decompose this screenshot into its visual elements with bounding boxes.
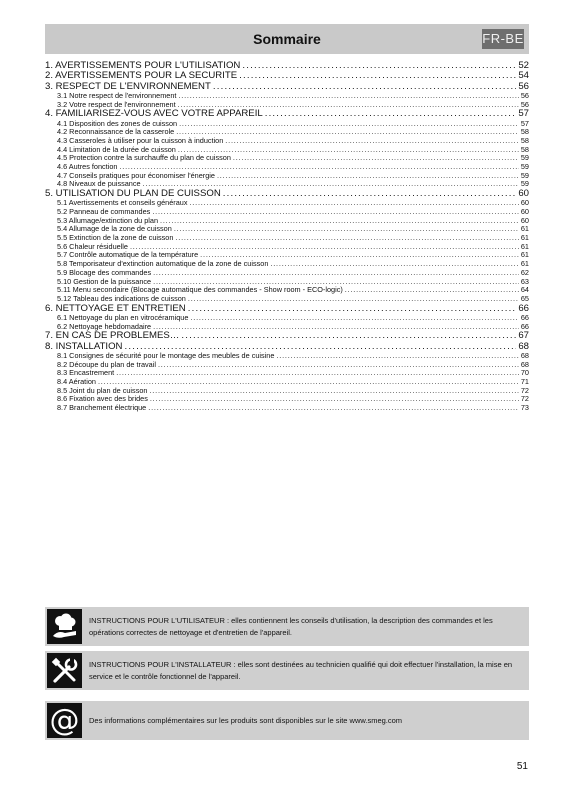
toc-page-number: 68 bbox=[520, 351, 529, 360]
toc-section-entry bbox=[45, 304, 529, 314]
toc-page-number: 56 bbox=[520, 91, 529, 100]
toc-dot-leader bbox=[188, 304, 517, 314]
toc-entry-title: 5.8 Temporisateur d'extinction automatique de la zone de cuisson bbox=[57, 260, 269, 269]
toc-dot-leader bbox=[178, 146, 519, 155]
toc-page-number: 60 bbox=[518, 189, 529, 200]
toc-subsection-entry bbox=[45, 286, 529, 295]
toc-entry-title: 8.3 Encastrement bbox=[57, 369, 115, 378]
toc-subsection-entry bbox=[45, 128, 529, 137]
toc-page-number: 57 bbox=[520, 119, 529, 128]
toc-entry-title: 8.2 Découpe du plan de travail bbox=[57, 360, 156, 369]
toc-subsection-entry bbox=[45, 92, 529, 101]
toc-entry-title: 5.9 Blocage des commandes bbox=[57, 268, 152, 277]
toc-dot-leader bbox=[98, 378, 519, 387]
toc-subsection-entry bbox=[45, 217, 529, 226]
toc-entry-title: 4.4 Limitation de la durée de cuisson bbox=[57, 145, 176, 154]
toc-dot-leader bbox=[130, 243, 519, 252]
toc-section-entry bbox=[45, 189, 529, 199]
toc-page-number: 71 bbox=[520, 377, 529, 386]
toc-dot-leader bbox=[270, 260, 518, 269]
toc-entry-title: 7. EN CAS DE PROBLEMES… bbox=[45, 331, 180, 342]
toc-entry-title: 3.1 Notre respect de l'environnement bbox=[57, 91, 177, 100]
toc-entry-title: 5.4 Allumage de la zone de cuisson bbox=[57, 225, 172, 234]
toc-subsection-entry bbox=[45, 323, 529, 332]
toc-page-number: 59 bbox=[520, 180, 529, 189]
toc-entry-title: 4.2 Reconnaissance de la casserole bbox=[57, 128, 175, 137]
toc-subsection-entry bbox=[45, 146, 529, 155]
toc-subsection-entry bbox=[45, 243, 529, 252]
more-info-box bbox=[45, 701, 529, 740]
toc-dot-leader bbox=[176, 128, 519, 137]
toc-entry-title: 5.10 Gestion de la puissance bbox=[57, 277, 152, 286]
page-number: 51 bbox=[516, 761, 528, 772]
toc-page-number: 64 bbox=[520, 286, 529, 295]
toc-page-number: 58 bbox=[520, 145, 529, 154]
toc-entry-title: 5.11 Menu secondaire (Blocage automatique des commandes - Show room - ECO-logic) bbox=[57, 286, 343, 295]
toc-entry-title: 8. INSTALLATION bbox=[45, 341, 123, 352]
toc-page-number: 68 bbox=[518, 341, 529, 352]
toc-page-number: 59 bbox=[520, 163, 529, 171]
toc-dot-leader bbox=[200, 251, 519, 260]
toc-page-number: 61 bbox=[520, 260, 529, 269]
toc-dot-leader bbox=[153, 269, 519, 278]
toc-section-entry bbox=[45, 109, 529, 119]
toc-dot-leader bbox=[190, 314, 518, 323]
toc-subsection-entry bbox=[45, 208, 529, 217]
installer-instructions-text: INSTRUCTIONS POUR L'INSTALLATEUR : elles sont destinées au technicien qualifié qui doit effectuer l'installation, la mise en service et le contrôle fonctionnel de l'appareil. bbox=[89, 659, 513, 681]
toc-entry-title: 2. AVERTISSEMENTS POUR LA SECURITE bbox=[45, 71, 238, 82]
toc-page-number: 58 bbox=[520, 128, 529, 137]
toc-dot-leader bbox=[217, 172, 519, 181]
toc-page-number: 56 bbox=[520, 100, 529, 109]
toc-dot-leader bbox=[178, 101, 519, 110]
toc-subsection-entry bbox=[45, 295, 529, 304]
toc-entry-title: 6.2 Nettoyage hebdomadaire bbox=[57, 322, 152, 331]
toc-entry-title: 4.3 Casseroles à utiliser pour la cuisson à induction bbox=[57, 136, 224, 145]
toc-page-number: 72 bbox=[520, 386, 529, 395]
at-sign-icon: @ bbox=[47, 703, 82, 738]
toc-dot-leader bbox=[124, 342, 516, 352]
toc-entry-title: 4.6 Autres fonction bbox=[57, 163, 118, 171]
toc-subsection-entry bbox=[45, 378, 529, 387]
installer-instructions-box bbox=[45, 651, 529, 690]
toc-subsection-entry bbox=[45, 101, 529, 110]
toc-entry-title: 1. AVERTISSEMENTS POUR L'UTILISATION bbox=[45, 61, 241, 71]
more-info-text: Des informations complémentaires sur les produits sont disponibles sur le site www.smeg.com bbox=[89, 715, 403, 725]
toc-entry-title: 5.6 Chaleur résiduelle bbox=[57, 242, 128, 251]
toc-subsection-entry bbox=[45, 180, 529, 189]
toc-dot-leader bbox=[225, 137, 519, 146]
toc-dot-leader bbox=[175, 234, 518, 243]
toc-entry-title: 3.2 Votre respect de l'environnement bbox=[57, 100, 176, 109]
toc-page-number: 62 bbox=[520, 268, 529, 277]
table-of-contents bbox=[45, 61, 529, 413]
toc-dot-leader bbox=[149, 387, 518, 396]
toc-entry-title: 5. UTILISATION DU PLAN DE CUISSON bbox=[45, 189, 221, 200]
page-title: Sommaire bbox=[253, 31, 321, 47]
toc-entry-title: 4.5 Protection contre la surchauffe du plan de cuisson bbox=[57, 154, 231, 163]
toc-entry-title: 8.7 Branchement électrique bbox=[57, 404, 147, 412]
toc-page-number: 59 bbox=[520, 154, 529, 163]
toc-entry-title: 5.1 Avertissements et conseils généraux bbox=[57, 199, 188, 208]
toc-dot-leader bbox=[179, 120, 519, 129]
toc-entry-title: 4.8 Niveaux de puissance bbox=[57, 180, 141, 189]
toc-page-number: 67 bbox=[518, 331, 529, 342]
toc-dot-leader bbox=[223, 189, 517, 199]
tools-icon bbox=[47, 653, 82, 688]
toc-page-number: 61 bbox=[520, 242, 529, 251]
toc-subsection-entry bbox=[45, 251, 529, 260]
toc-subsection-entry bbox=[45, 404, 529, 413]
toc-page-number: 66 bbox=[520, 313, 529, 322]
chef-hat-icon bbox=[47, 609, 82, 644]
toc-entry-title: 5.5 Extinction de la zone de cuisson bbox=[57, 234, 174, 243]
toc-page-number: 66 bbox=[520, 322, 529, 331]
toc-page-number: 60 bbox=[520, 216, 529, 225]
toc-entry-title: 8.4 Aération bbox=[57, 377, 96, 386]
toc-section-entry bbox=[45, 342, 529, 352]
toc-dot-leader bbox=[233, 154, 519, 163]
toc-entry-title: 6.1 Nettoyage du plan en vitrocéramique bbox=[57, 313, 189, 322]
toc-page-number: 65 bbox=[520, 294, 529, 303]
user-instructions-box bbox=[45, 607, 529, 646]
toc-section-entry bbox=[45, 71, 529, 81]
toc-entry-title: 5.7 Contrôle automatique de la température bbox=[57, 251, 199, 260]
toc-subsection-entry bbox=[45, 269, 529, 278]
toc-page-number: 61 bbox=[520, 225, 529, 234]
toc-dot-leader bbox=[174, 225, 519, 234]
toc-dot-leader bbox=[178, 92, 518, 101]
toc-dot-leader bbox=[265, 109, 517, 119]
toc-subsection-entry bbox=[45, 260, 529, 269]
toc-subsection-entry bbox=[45, 369, 529, 378]
toc-entry-title: 8.5 Joint du plan de cuisson bbox=[57, 386, 148, 395]
user-instructions-text: INSTRUCTIONS POUR L'UTILISATEUR : elles contiennent les conseils d'utilisation, la description des commandes et les opérations correctes de nettoyage et d'entretien de l'appareil. bbox=[89, 615, 493, 637]
toc-dot-leader bbox=[119, 163, 518, 172]
toc-subsection-entry bbox=[45, 172, 529, 181]
toc-page-number: 61 bbox=[520, 251, 529, 260]
toc-subsection-entry bbox=[45, 387, 529, 396]
toc-dot-leader bbox=[153, 278, 519, 287]
toc-entry-title: 8.6 Fixation avec des brides bbox=[57, 395, 148, 404]
toc-page-number: 73 bbox=[520, 404, 529, 412]
toc-subsection-entry bbox=[45, 278, 529, 287]
toc-section-entry bbox=[45, 61, 529, 71]
toc-page-number: 56 bbox=[518, 81, 529, 92]
toc-entry-title: 3. RESPECT DE L'ENVIRONNEMENT bbox=[45, 81, 211, 92]
toc-dot-leader bbox=[150, 395, 519, 404]
language-badge: FR-BE bbox=[482, 29, 524, 49]
toc-dot-leader bbox=[152, 208, 519, 217]
toc-subsection-entry bbox=[45, 137, 529, 146]
toc-page-number: 70 bbox=[520, 369, 529, 378]
toc-entry-title: 4.7 Conseils pratiques pour économiser l'énergie bbox=[57, 171, 215, 180]
toc-page-number: 57 bbox=[518, 109, 529, 120]
toc-dot-leader bbox=[116, 369, 519, 378]
toc-entry-title: 4. FAMILIARISEZ-VOUS AVEC VOTRE APPAREIL bbox=[45, 109, 263, 120]
toc-entry-title: 6. NETTOYAGE ET ENTRETIEN bbox=[45, 303, 186, 314]
toc-page-number: 52 bbox=[518, 61, 529, 71]
toc-page-number: 66 bbox=[518, 303, 529, 314]
toc-entry-title: 8.1 Consignes de sécurité pour le montage des meubles de cuisine bbox=[57, 351, 275, 360]
toc-subsection-entry bbox=[45, 225, 529, 234]
toc-dot-leader bbox=[143, 180, 519, 189]
toc-section-entry bbox=[45, 82, 529, 92]
toc-dot-leader bbox=[242, 61, 516, 71]
toc-page-number: 63 bbox=[520, 277, 529, 286]
toc-page-number: 54 bbox=[518, 71, 529, 82]
toc-subsection-entry bbox=[45, 395, 529, 404]
toc-subsection-entry bbox=[45, 361, 529, 370]
toc-page-number: 61 bbox=[520, 234, 529, 243]
toc-entry-title: 5.3 Allumage/extinction du plan bbox=[57, 216, 159, 225]
toc-dot-leader bbox=[188, 295, 519, 304]
toc-subsection-entry bbox=[45, 154, 529, 163]
toc-subsection-entry bbox=[45, 120, 529, 129]
toc-subsection-entry bbox=[45, 314, 529, 323]
toc-dot-leader bbox=[239, 71, 516, 81]
toc-dot-leader bbox=[181, 331, 516, 341]
toc-page-number: 72 bbox=[520, 395, 529, 404]
toc-page-number: 60 bbox=[520, 199, 529, 208]
toc-subsection-entry bbox=[45, 199, 529, 208]
toc-subsection-entry bbox=[45, 163, 529, 172]
toc-page-number: 68 bbox=[520, 360, 529, 369]
toc-dot-leader bbox=[158, 361, 519, 370]
toc-entry-title: 5.2 Panneau de commandes bbox=[57, 208, 151, 217]
toc-dot-leader bbox=[153, 323, 519, 332]
toc-page-number: 59 bbox=[520, 171, 529, 180]
toc-dot-leader bbox=[345, 286, 519, 295]
toc-subsection-entry bbox=[45, 352, 529, 361]
toc-subsection-entry bbox=[45, 234, 529, 243]
toc-dot-leader bbox=[189, 199, 518, 208]
toc-entry-title: 4.1 Disposition des zones de cuisson bbox=[57, 119, 178, 128]
toc-page-number: 58 bbox=[520, 136, 529, 145]
toc-entry-title: 5.12 Tableau des indications de cuisson bbox=[57, 294, 186, 303]
toc-dot-leader bbox=[213, 82, 516, 92]
toc-page-number: 60 bbox=[520, 208, 529, 217]
toc-dot-leader bbox=[160, 217, 519, 226]
toc-dot-leader bbox=[276, 352, 518, 361]
toc-dot-leader bbox=[148, 404, 519, 413]
toc-section-entry bbox=[45, 331, 529, 341]
page-header bbox=[45, 24, 529, 54]
